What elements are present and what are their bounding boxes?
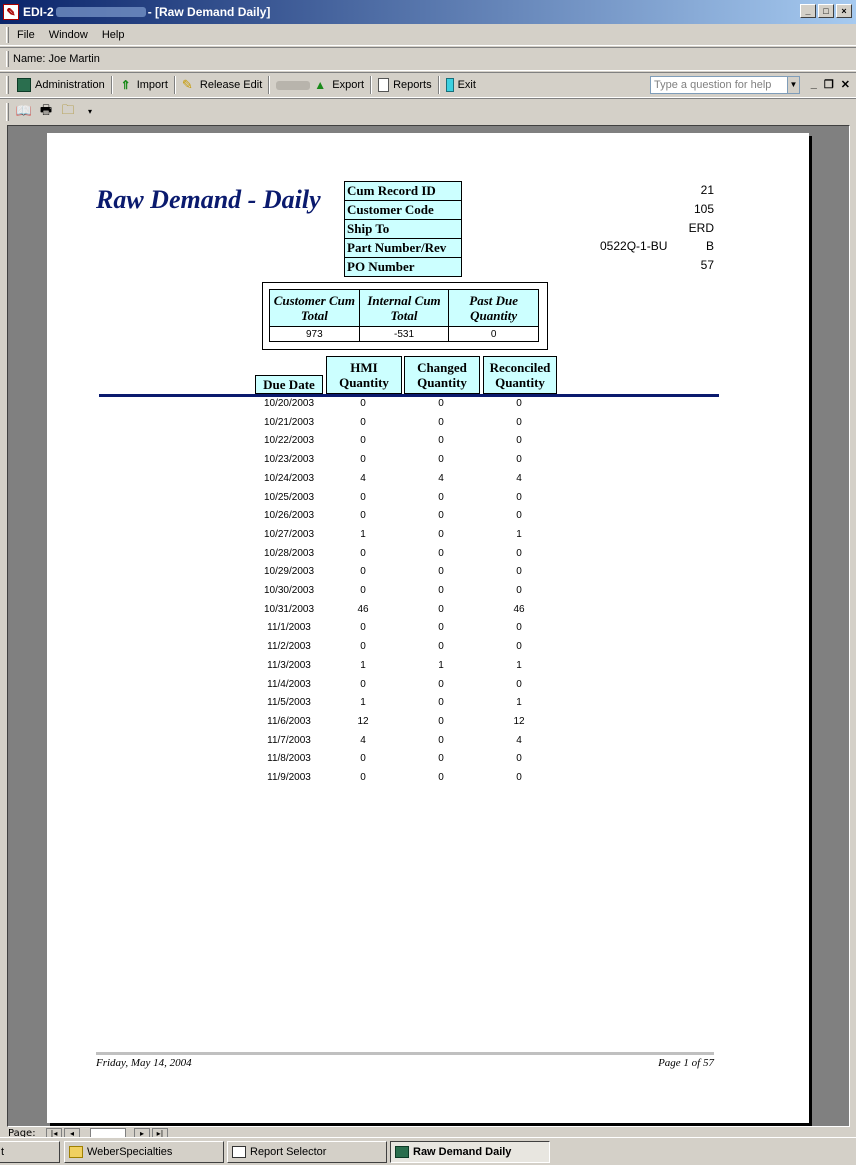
column-header-hmi: HMI Quantity bbox=[326, 356, 402, 394]
due-date-cell: 10/28/2003 bbox=[263, 547, 315, 559]
chevron-down-icon[interactable]: ▾ bbox=[87, 107, 92, 116]
close-button[interactable]: × bbox=[836, 4, 852, 18]
hmi-quantity-cell: 1 bbox=[360, 659, 366, 671]
due-date-cell: 11/2/2003 bbox=[267, 641, 311, 653]
due-date-cell: 10/23/2003 bbox=[263, 454, 315, 466]
cum-totals-box bbox=[262, 282, 548, 350]
changed-quantity-cell: 4 bbox=[438, 472, 444, 484]
changed-quantity-cell: 0 bbox=[438, 566, 444, 578]
page-navigation bbox=[0, 1127, 856, 1137]
exit-label: Exit bbox=[457, 79, 476, 91]
cum-value: 0 bbox=[449, 327, 539, 342]
main-toolbar bbox=[0, 72, 856, 98]
prev-page-button[interactable]: ◂ bbox=[64, 1128, 80, 1137]
table-row bbox=[47, 713, 809, 732]
toolbar-separator bbox=[438, 76, 440, 94]
hmi-quantity-cell: 0 bbox=[360, 547, 366, 559]
table-row bbox=[47, 638, 809, 657]
header-value: 21 bbox=[700, 183, 714, 197]
hmi-quantity-cell: 4 bbox=[360, 734, 366, 746]
due-date-cell: 10/22/2003 bbox=[263, 435, 315, 447]
table-row bbox=[47, 676, 809, 695]
import-button[interactable] bbox=[115, 74, 172, 96]
changed-quantity-cell: 0 bbox=[438, 510, 444, 522]
hmi-quantity-cell: 0 bbox=[360, 510, 366, 522]
reconciled-quantity-cell: 1 bbox=[516, 659, 522, 671]
due-date-cell: 11/8/2003 bbox=[267, 753, 311, 765]
toolbar-grip[interactable] bbox=[6, 51, 9, 67]
taskbar bbox=[0, 1137, 856, 1165]
reconciled-quantity-cell: 12 bbox=[513, 715, 525, 727]
table-row bbox=[47, 470, 809, 489]
import-label: Import bbox=[136, 79, 168, 91]
header-label: Ship To bbox=[345, 220, 462, 239]
book-icon bbox=[17, 78, 31, 92]
window-title-suffix: - [Raw Demand Daily] bbox=[147, 5, 271, 19]
due-date-cell: 10/24/2003 bbox=[263, 472, 315, 484]
changed-quantity-cell: 0 bbox=[438, 491, 444, 503]
menu-window[interactable]: Window bbox=[48, 28, 88, 41]
hmi-quantity-cell: 0 bbox=[360, 435, 366, 447]
taskbar-item[interactable] bbox=[0, 1141, 60, 1163]
changed-quantity-cell: 1 bbox=[438, 659, 444, 671]
reconciled-quantity-cell: 4 bbox=[516, 472, 522, 484]
hmi-quantity-cell: 0 bbox=[360, 454, 366, 466]
hmi-quantity-cell: 0 bbox=[360, 566, 366, 578]
hmi-quantity-cell: 12 bbox=[357, 715, 369, 727]
table-row bbox=[47, 732, 809, 751]
header-value: B bbox=[705, 239, 714, 253]
due-date-cell: 10/26/2003 bbox=[263, 510, 315, 522]
changed-quantity-cell: 0 bbox=[438, 678, 444, 690]
folder-icon bbox=[69, 1146, 83, 1158]
menu-bar bbox=[0, 24, 856, 46]
hmi-quantity-cell: 1 bbox=[360, 528, 366, 540]
mdi-restore-button[interactable]: ❐ bbox=[823, 79, 834, 91]
administration-label: Administration bbox=[35, 79, 105, 91]
cum-header: Internal Cum Total bbox=[359, 290, 449, 327]
table-row bbox=[47, 526, 809, 545]
reconciled-quantity-cell: 0 bbox=[516, 622, 522, 634]
hmi-quantity-cell: 0 bbox=[360, 416, 366, 428]
report-title: Raw Demand - Daily bbox=[96, 185, 321, 214]
toolbar-separator bbox=[268, 76, 270, 94]
hmi-quantity-cell: 4 bbox=[360, 472, 366, 484]
reports-label: Reports bbox=[393, 79, 432, 91]
print-preview-toolbar bbox=[0, 98, 856, 124]
reconciled-quantity-cell: 0 bbox=[516, 547, 522, 559]
toolbar-separator bbox=[370, 76, 372, 94]
header-value: ERD bbox=[688, 221, 714, 235]
due-date-cell: 11/9/2003 bbox=[267, 772, 311, 783]
reconciled-quantity-cell: 4 bbox=[516, 734, 522, 746]
hmi-quantity-cell: 0 bbox=[360, 753, 366, 765]
due-date-cell: 11/5/2003 bbox=[267, 697, 311, 709]
table-row bbox=[47, 601, 809, 620]
due-date-cell: 10/30/2003 bbox=[263, 585, 315, 596]
print-icon[interactable]: 🖶 bbox=[39, 102, 53, 118]
help-search-input[interactable] bbox=[650, 76, 800, 94]
taskbar-item-label: Report Selector bbox=[250, 1146, 327, 1158]
reconciled-quantity-cell: 0 bbox=[516, 398, 522, 409]
header-value: 57 bbox=[700, 258, 714, 272]
toolbar-grip[interactable] bbox=[6, 103, 9, 121]
exit-door-icon bbox=[446, 78, 454, 92]
taskbar-item-label: WeberSpecialties bbox=[87, 1146, 173, 1158]
last-page-button[interactable]: ▸| bbox=[152, 1128, 168, 1137]
table-row bbox=[47, 657, 809, 676]
cum-header: Customer Cum Total bbox=[270, 290, 360, 327]
hmi-quantity-cell: 1 bbox=[360, 697, 366, 709]
open-book-icon[interactable]: 📖 bbox=[15, 104, 33, 119]
hmi-quantity-cell: 0 bbox=[360, 491, 366, 503]
table-row bbox=[47, 769, 809, 788]
mdi-minimize-button[interactable]: _ bbox=[810, 78, 817, 90]
redacted-text bbox=[276, 81, 310, 90]
title-bar[interactable] bbox=[0, 0, 856, 24]
window-title-prefix: EDI-2 bbox=[23, 5, 54, 19]
toolbar-grip[interactable] bbox=[6, 76, 9, 94]
import-icon: ⇑ bbox=[120, 78, 131, 92]
first-page-button[interactable]: |◂ bbox=[46, 1128, 62, 1137]
cum-value: 973 bbox=[270, 327, 360, 342]
mdi-close-button[interactable]: ✕ bbox=[840, 79, 850, 91]
changed-quantity-cell: 0 bbox=[438, 641, 444, 653]
reconciled-quantity-cell: 0 bbox=[516, 566, 522, 578]
reconciled-quantity-cell: 1 bbox=[516, 528, 522, 540]
due-date-cell: 10/27/2003 bbox=[263, 528, 315, 540]
part-number-value: 0522Q-1-BU bbox=[600, 239, 668, 253]
table-row bbox=[47, 750, 809, 769]
release-edit-label: Release Edit bbox=[199, 79, 263, 91]
footer-rule bbox=[96, 1052, 714, 1055]
chevron-down-icon[interactable]: ▼ bbox=[787, 77, 799, 93]
taskbar-item-raw-demand-daily[interactable] bbox=[390, 1141, 550, 1163]
hmi-quantity-cell: 46 bbox=[357, 603, 369, 615]
table-row bbox=[47, 545, 809, 564]
changed-quantity-cell: 0 bbox=[438, 547, 444, 559]
table-row bbox=[47, 451, 809, 470]
table-row bbox=[47, 507, 809, 526]
toolbar-separator bbox=[174, 76, 176, 94]
taskbar-item-weberspecialties[interactable] bbox=[64, 1141, 224, 1163]
due-date-cell: 11/1/2003 bbox=[267, 622, 311, 634]
table-row bbox=[47, 489, 809, 508]
help-placeholder: Type a question for help bbox=[654, 79, 772, 91]
reconciled-quantity-cell: 0 bbox=[516, 753, 522, 765]
taskbar-item-label: t bbox=[1, 1146, 5, 1158]
changed-quantity-cell: 0 bbox=[438, 622, 444, 634]
changed-quantity-cell: 0 bbox=[438, 435, 444, 447]
cum-totals-table bbox=[269, 289, 539, 342]
changed-quantity-cell: 0 bbox=[438, 753, 444, 765]
column-header-changed: Changed Quantity bbox=[404, 356, 480, 394]
export-icon: ▲ bbox=[314, 78, 327, 92]
page-number-input[interactable] bbox=[90, 1128, 126, 1137]
hmi-quantity-cell: 0 bbox=[360, 678, 366, 690]
app-icon[interactable]: ✎ bbox=[3, 4, 19, 20]
hmi-quantity-cell: 0 bbox=[360, 398, 366, 409]
pencil-icon: ✎ bbox=[181, 77, 193, 92]
changed-quantity-cell: 0 bbox=[438, 398, 444, 409]
report-icon bbox=[378, 78, 389, 92]
report-page bbox=[47, 133, 809, 1123]
administration-button[interactable] bbox=[13, 74, 109, 96]
due-date-cell: 10/29/2003 bbox=[263, 566, 315, 578]
reconciled-quantity-cell: 0 bbox=[516, 416, 522, 428]
header-label: Cum Record ID bbox=[345, 182, 462, 201]
toolbar-grip[interactable] bbox=[6, 27, 9, 43]
changed-quantity-cell: 0 bbox=[438, 454, 444, 466]
taskbar-item-label: Raw Demand Daily bbox=[413, 1146, 512, 1158]
due-date-cell: 11/3/2003 bbox=[267, 659, 311, 671]
maximize-button[interactable]: □ bbox=[818, 4, 834, 18]
table-row bbox=[47, 432, 809, 451]
table-row bbox=[47, 582, 809, 601]
column-header-reconciled: Reconciled Quantity bbox=[483, 356, 557, 394]
header-value: 105 bbox=[693, 202, 714, 216]
reconciled-quantity-cell: 0 bbox=[516, 454, 522, 466]
due-date-cell: 10/21/2003 bbox=[263, 416, 315, 428]
table-row bbox=[47, 619, 809, 638]
hmi-quantity-cell: 0 bbox=[360, 585, 366, 596]
release-edit-button[interactable] bbox=[178, 74, 266, 96]
user-name-label: Name: Joe Martin bbox=[13, 53, 100, 65]
report-preview-area[interactable] bbox=[7, 125, 850, 1127]
changed-quantity-cell: 0 bbox=[438, 715, 444, 727]
reconciled-quantity-cell: 1 bbox=[516, 697, 522, 709]
reconciled-quantity-cell: 0 bbox=[516, 510, 522, 522]
exit-button[interactable] bbox=[442, 74, 480, 96]
taskbar-item-report-selector[interactable] bbox=[227, 1141, 387, 1163]
cum-value: -531 bbox=[359, 327, 449, 342]
table-row bbox=[47, 563, 809, 582]
reconciled-quantity-cell: 0 bbox=[516, 641, 522, 653]
column-header-due-date: Due Date bbox=[255, 375, 323, 394]
name-bar bbox=[0, 47, 856, 71]
reports-button[interactable] bbox=[374, 74, 436, 96]
cum-header: Past Due Quantity bbox=[449, 290, 539, 327]
header-label: Part Number/Rev bbox=[345, 239, 462, 258]
changed-quantity-cell: 0 bbox=[438, 734, 444, 746]
changed-quantity-cell: 0 bbox=[438, 528, 444, 540]
next-page-button[interactable]: ▸ bbox=[134, 1128, 150, 1137]
page-label: Page: bbox=[8, 1128, 36, 1137]
header-fields-table bbox=[344, 181, 462, 277]
footer-date: Friday, May 14, 2004 bbox=[96, 1057, 192, 1069]
hmi-quantity-cell: 0 bbox=[360, 622, 366, 634]
export-label: Export bbox=[332, 79, 365, 91]
header-label: PO Number bbox=[345, 258, 462, 277]
reconciled-quantity-cell: 0 bbox=[516, 491, 522, 503]
reconciled-quantity-cell: 46 bbox=[513, 603, 525, 615]
hmi-quantity-cell: 0 bbox=[360, 772, 366, 783]
due-date-cell: 11/4/2003 bbox=[267, 678, 311, 690]
form-icon bbox=[232, 1146, 246, 1158]
reconciled-quantity-cell: 0 bbox=[516, 585, 522, 596]
toolbar-separator bbox=[111, 76, 113, 94]
minimize-button[interactable]: _ bbox=[800, 4, 816, 18]
footer-page-number: Page 1 of 57 bbox=[658, 1057, 714, 1069]
table-row bbox=[47, 694, 809, 713]
table-row bbox=[47, 395, 809, 414]
due-date-cell: 10/25/2003 bbox=[263, 491, 315, 503]
book-icon bbox=[395, 1146, 409, 1158]
folder-icon[interactable]: 🗀 bbox=[61, 102, 75, 118]
changed-quantity-cell: 0 bbox=[438, 416, 444, 428]
due-date-cell: 10/31/2003 bbox=[263, 603, 315, 615]
redacted-text bbox=[56, 7, 146, 17]
menu-help[interactable]: Help bbox=[101, 28, 125, 41]
reconciled-quantity-cell: 0 bbox=[516, 435, 522, 447]
changed-quantity-cell: 0 bbox=[438, 603, 444, 615]
reconciled-quantity-cell: 0 bbox=[516, 772, 522, 783]
export-button[interactable] bbox=[272, 74, 368, 96]
header-label: Customer Code bbox=[345, 201, 462, 220]
reconciled-quantity-cell: 0 bbox=[516, 678, 522, 690]
changed-quantity-cell: 0 bbox=[438, 772, 444, 783]
menu-file[interactable]: File bbox=[17, 28, 35, 41]
due-date-cell: 11/6/2003 bbox=[267, 715, 311, 727]
changed-quantity-cell: 0 bbox=[438, 585, 444, 596]
due-date-cell: 10/20/2003 bbox=[263, 398, 315, 409]
changed-quantity-cell: 0 bbox=[438, 697, 444, 709]
hmi-quantity-cell: 0 bbox=[360, 641, 366, 653]
due-date-cell: 11/7/2003 bbox=[267, 734, 311, 746]
table-row bbox=[47, 414, 809, 433]
